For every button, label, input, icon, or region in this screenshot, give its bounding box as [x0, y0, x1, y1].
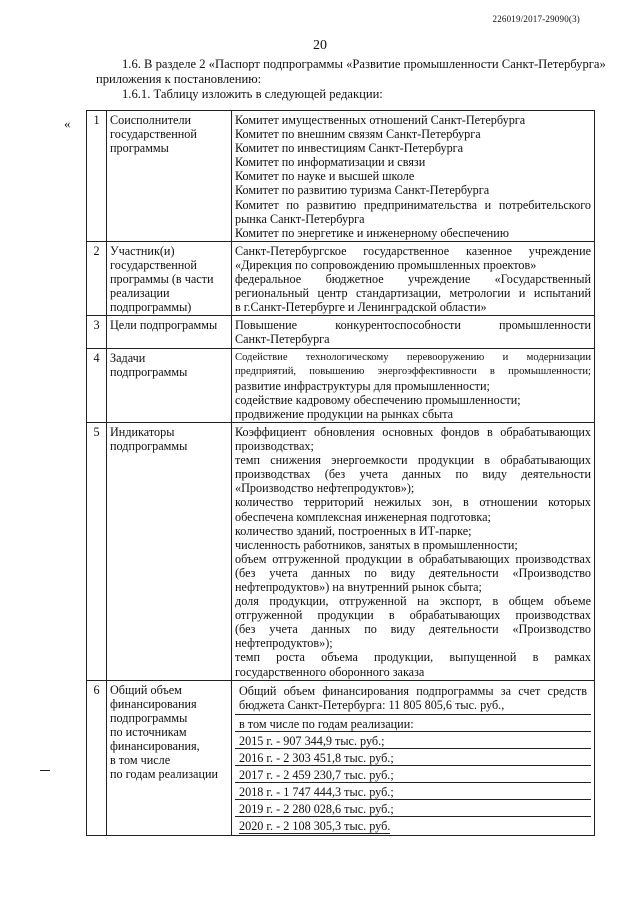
label-line: программы (в части: [110, 272, 214, 287]
content-line: обеспечена комплексная инженерная подготовка;: [235, 509, 491, 524]
label-line: Общий объем: [110, 682, 182, 697]
content-line: Комитет по развитию туризма Санкт-Петербурга: [235, 183, 490, 198]
year-amount: 2020 г. - 2 108 305,3 тыс. руб.: [239, 818, 391, 833]
year-amount: 2018 г. - 1 747 444,3 тыс. руб.;: [239, 784, 394, 799]
row-number: 3: [87, 316, 107, 348]
content-line: продвижение продукции на рынках сбыта: [235, 406, 454, 421]
label-line: в том числе: [110, 753, 171, 768]
row-label: [107, 348, 232, 422]
row-label: [107, 241, 232, 315]
row-label: [107, 316, 232, 348]
row-number: 2: [87, 241, 107, 315]
label-line: реализации: [110, 286, 170, 301]
label-line: подпрограммы: [110, 710, 188, 725]
content-line: государственного оборонного заказа: [235, 664, 425, 679]
row-content: [232, 348, 595, 422]
content-line: рынка Санкт-Петербурга: [235, 211, 365, 226]
content-line: «Дирекция по сопровождению промышленных проектов»: [235, 257, 537, 272]
financing-by-years-label: [235, 715, 591, 732]
document-id: 226019/2017-29090(3): [492, 14, 580, 24]
label-line: Индикаторы: [110, 424, 175, 439]
financing-year-row: [235, 749, 591, 766]
table-row: [87, 680, 595, 835]
row-number: 4: [87, 348, 107, 422]
label-line: подпрограммы: [110, 439, 188, 454]
label-line: подпрограммы: [110, 364, 188, 379]
content-line: предприятий, повышению энергоэффективности в промышленности;: [235, 365, 591, 377]
year-amount: 2015 г. - 907 344,9 тыс. руб.;: [239, 733, 385, 748]
content-line: Комитет по развитию предпринимательства и потребительского: [235, 197, 591, 212]
content-line: в том числе по годам реализации:: [239, 716, 414, 731]
label-line: по источникам: [110, 724, 187, 739]
intro-paragraph-1: [96, 57, 616, 86]
content-line: Комитет по информатизации и связи: [235, 155, 426, 170]
page-number: 20: [313, 38, 327, 53]
label-line: Участник(и): [110, 243, 175, 258]
row-number: 1: [87, 111, 107, 242]
content-line: (без учета данных по виду деятельности «Производство: [235, 565, 591, 580]
content-line: темп снижения энергоемкости продукции в обрабатывающих: [235, 453, 591, 468]
opening-quote: «: [64, 116, 71, 131]
content-line: Комитет по инвестициям Санкт-Петербурга: [235, 141, 464, 156]
label-line: финансирования,: [110, 739, 200, 754]
label-line: финансирования: [110, 696, 197, 711]
row-label: [107, 680, 232, 835]
content-line: Санкт-Петербурга: [235, 332, 330, 347]
year-amount: 2019 г. - 2 280 028,6 тыс. руб.;: [239, 801, 394, 816]
table-row: [87, 316, 595, 348]
table-row: [87, 348, 595, 422]
financing-year-row: [235, 732, 591, 749]
content-line: «Производство нефтепродуктов»);: [235, 481, 415, 496]
content-line: нефтепродуктов») на внутренний рынок сбыта;: [235, 580, 482, 594]
content-line: Повышение конкурентоспособности промышленности: [235, 318, 591, 333]
content-line: объем отгруженной продукции в обрабатывающих производствах: [235, 551, 591, 566]
financing-year-row: [235, 766, 591, 783]
content-line: Комитет по внешним связям Санкт-Петербурга: [235, 127, 481, 142]
content-line: Коэффициент обновления основных фондов в обрабатывающих: [235, 424, 591, 439]
row-number: 6: [87, 680, 107, 835]
financing-year-row: [235, 817, 591, 834]
intro-line-2: приложения к постановлению:: [96, 71, 262, 86]
margin-dash: [40, 770, 50, 771]
content-line: (без учета данных по виду деятельности «Производство: [235, 622, 591, 637]
content-line: Комитет по науке и высшей школе: [235, 169, 415, 184]
row-label: [107, 422, 232, 680]
content-line: производствах;: [235, 439, 314, 454]
label-line: подпрограммы): [110, 300, 192, 315]
financing-year-row: [235, 783, 591, 800]
label-line: Соисполнители: [110, 113, 192, 127]
content-line: количество территорий нежилых зон, в отношении которых: [235, 495, 591, 510]
content-line: Общий объем финансирования подпрограммы за счет средств: [239, 683, 587, 698]
content-line: доля продукции, отгруженной на экспорт, в общем объеме: [235, 594, 591, 609]
label-line: программы: [110, 141, 169, 156]
passport-table: [86, 110, 595, 836]
label-line: государственной: [110, 257, 197, 272]
label-line: Задачи: [110, 350, 146, 365]
row-content: [232, 422, 595, 680]
table-row: [87, 241, 595, 315]
content-line: Комитет по энергетике и инженерному обеспечению: [235, 225, 509, 240]
financing-year-row: [235, 800, 591, 817]
row-number: 5: [87, 422, 107, 680]
intro-line-1: 1.6. В разделе 2 «Паспорт подпрограммы «Развитие промышленности Санкт-Петербурга»: [122, 57, 606, 71]
content-line: в г.Санкт-Петербурге и Ленинградской области»: [235, 300, 487, 315]
row-content: [232, 241, 595, 315]
content-line: содействие кадровому обеспечению промышленности;: [235, 392, 521, 407]
content-line: количество зданий, построенных в ИТ-парке;: [235, 523, 472, 538]
year-amount: 2017 г. - 2 459 230,7 тыс. руб.;: [239, 767, 394, 782]
content-line: производствах (без учета данных по виду деятельности: [235, 467, 591, 482]
content-line: темп роста объема продукции, выпущенной в рамках: [235, 650, 591, 665]
row-content: [232, 111, 595, 242]
row-content: [232, 316, 595, 348]
year-amount: 2016 г. - 2 303 451,8 тыс. руб.;: [239, 750, 394, 765]
content-line: региональный центр стандартизации, метрологии и испытаний: [235, 286, 591, 301]
table-row: [87, 422, 595, 680]
row-label: [107, 111, 232, 242]
content-line: нефтепродуктов»);: [235, 636, 333, 651]
intro-line-3: 1.6.1. Таблицу изложить в следующей редакции:: [122, 87, 383, 101]
content-line: развитие инфраструктуры для промышленности;: [235, 378, 490, 393]
label-line: Цели подпрограммы: [110, 318, 218, 333]
content-line: отгруженной продукции в обрабатывающих производствах: [235, 608, 591, 623]
content-line: численность работников, занятых в промышленности;: [235, 537, 518, 552]
content-line: Содействие технологическому перевооружению и модернизации: [235, 351, 591, 363]
content-line: федеральное бюджетное учреждение «Государственный: [235, 272, 591, 287]
financing-total: [235, 683, 591, 715]
intro-paragraph-2: [96, 87, 616, 102]
table-row: [87, 111, 595, 242]
content-line: Санкт-Петербургское государственное казенное учреждение: [235, 243, 591, 258]
label-line: государственной: [110, 127, 197, 142]
label-line: по годам реализации: [110, 767, 219, 782]
content-line: бюджета Санкт-Петербурга: 11 805 805,6 тыс. руб.,: [239, 697, 505, 712]
financing-content: [232, 680, 595, 835]
content-line: Комитет имущественных отношений Санкт-Петербурга: [235, 113, 526, 127]
